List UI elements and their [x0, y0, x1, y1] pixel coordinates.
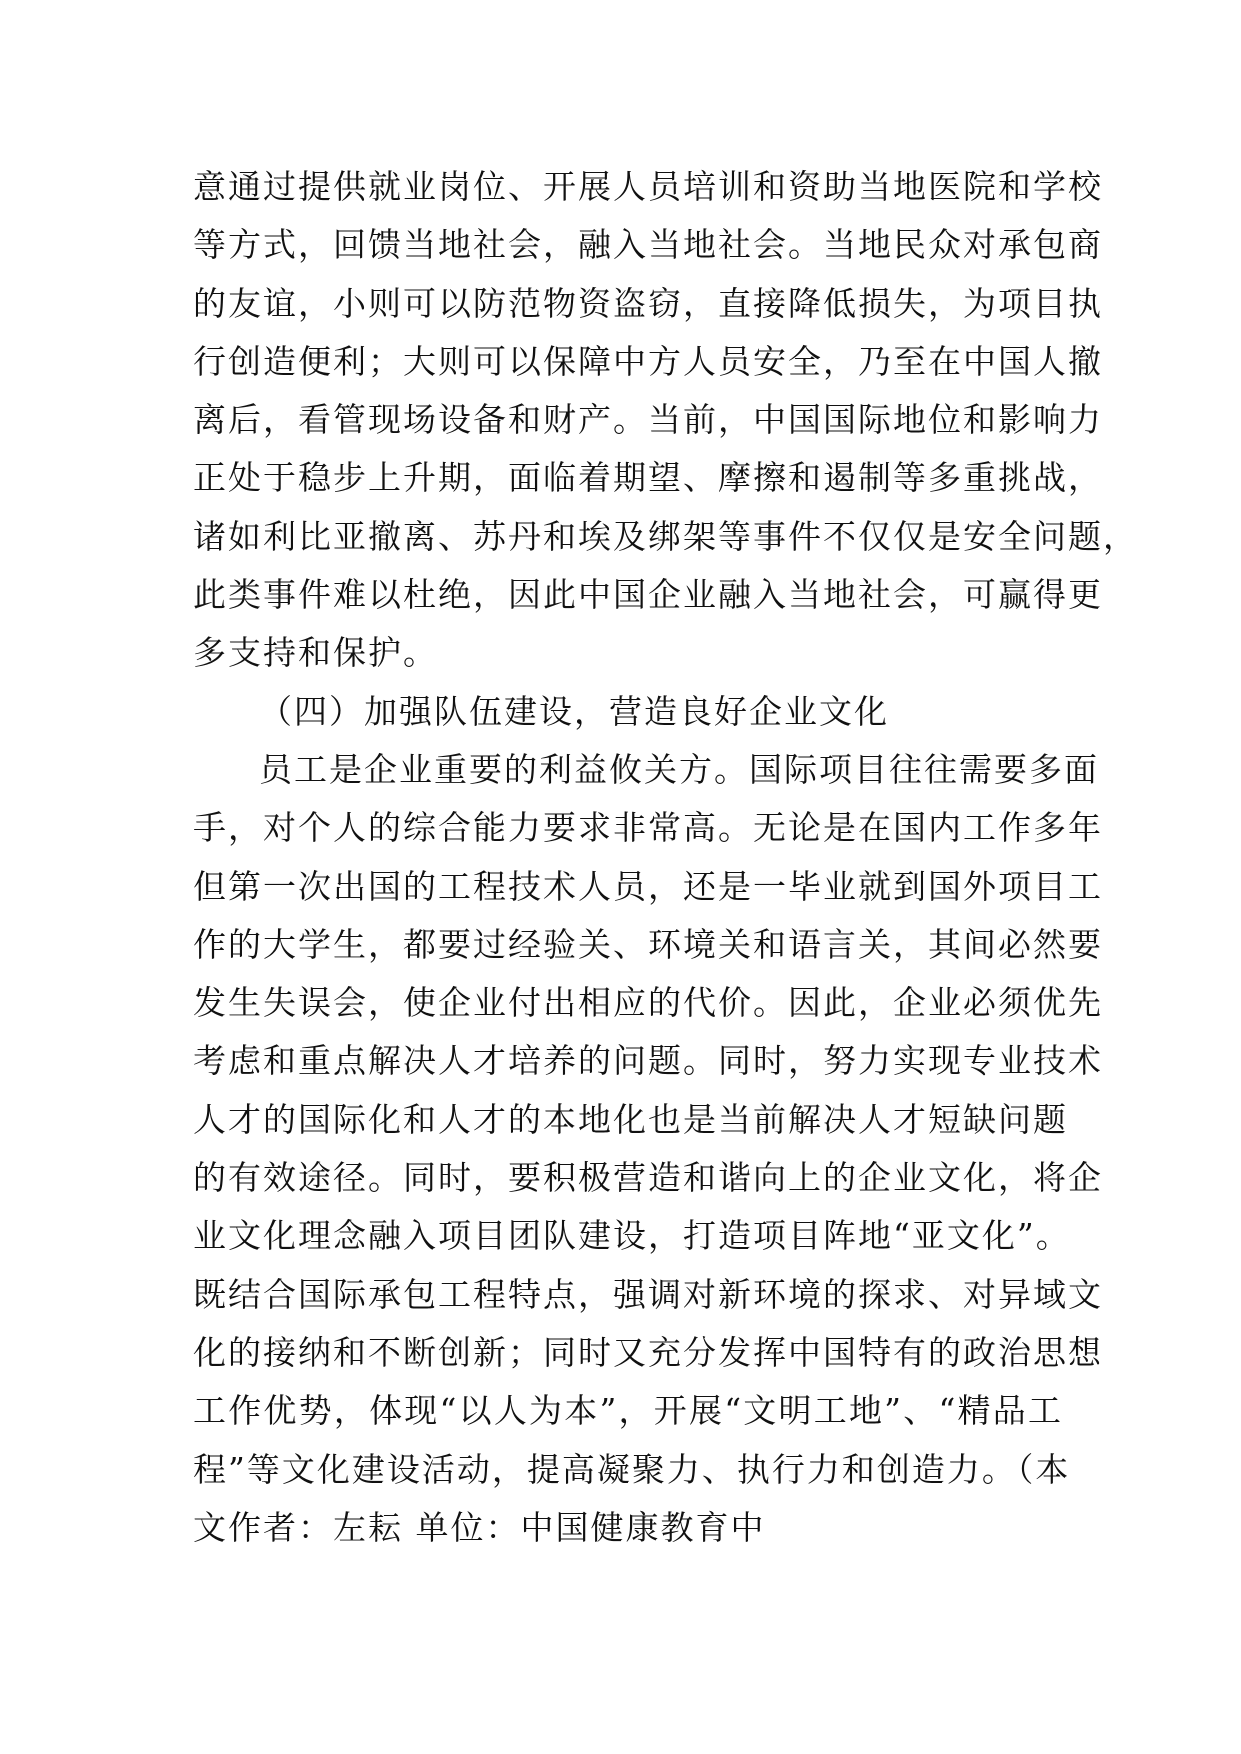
text-line: 考虑和重点解决人才培养的问题。同时，努力实现专业技术: [193, 1041, 1103, 1081]
text-line: 人才的国际化和人才的本地化也是当前解决人才短缺问题: [193, 1099, 1068, 1139]
text-line: 业文化理念融入项目团队建设，打造项目阵地“亚文化”。: [193, 1216, 1071, 1256]
text-line: 此类事件难以杜绝，因此中国企业融入当地社会，可赢得更: [193, 575, 1103, 615]
text-line: 化的接纳和不断创新；同时又充分发挥中国特有的政治思想: [193, 1332, 1103, 1372]
body-text: [193, 158, 1138, 1557]
text-line: 工作优势，体现“以人为本”，开展“文明工地”、“精品工: [193, 1391, 1063, 1431]
author-line: 文作者：左耘 单位：中国健康教育中: [193, 1507, 766, 1547]
text-line: 发生失误会，使企业付出相应的代价。因此，企业必须优先: [193, 983, 1103, 1023]
text-line: 手，对个人的综合能力要求非常高。无论是在国内工作多年: [193, 808, 1103, 848]
text-line: 离后，看管现场设备和财产。当前，中国国际地位和影响力: [193, 400, 1103, 440]
text-line: 程”等文化建设活动，提高凝聚力、执行力和创造力。（本: [193, 1449, 1071, 1489]
text-line: 的有效途径。同时，要积极营造和谐向上的企业文化，将企: [193, 1158, 1103, 1198]
text-line: 意通过提供就业岗位、开展人员培训和资助当地医院和学校: [193, 167, 1103, 206]
text-line: 作的大学生，都要过经验关、环境关和语言关，其间必然要: [193, 924, 1103, 964]
text-line: 既结合国际承包工程特点，强调对新环境的探求、对异域文: [193, 1274, 1103, 1314]
text-line: 但第一次出国的工程技术人员，还是一毕业就到国外项目工: [193, 866, 1103, 906]
text-line: 的友谊，小则可以防范物资盗窃，直接降低损失，为项目执: [193, 283, 1103, 323]
text-line: 诸如利比亚撤离、苏丹和埃及绑架等事件不仅仅是安全问题，: [193, 516, 1138, 556]
text-line: 多支持和保护。: [193, 633, 438, 673]
text-line: 员工是企业重要的利益攸关方。国际项目往往需要多面: [259, 749, 1099, 789]
text-line: 行创造便利；大则可以保障中方人员安全，乃至在中国人撤: [193, 341, 1103, 381]
text-line: 等方式，回馈当地社会，融入当地社会。当地民众对承包商: [193, 225, 1103, 265]
text-line: 正处于稳步上升期，面临着期望、摩擦和遏制等多重挑战，: [193, 458, 1103, 498]
section-heading: （四）加强队伍建设，营造良好企业文化: [259, 691, 889, 731]
